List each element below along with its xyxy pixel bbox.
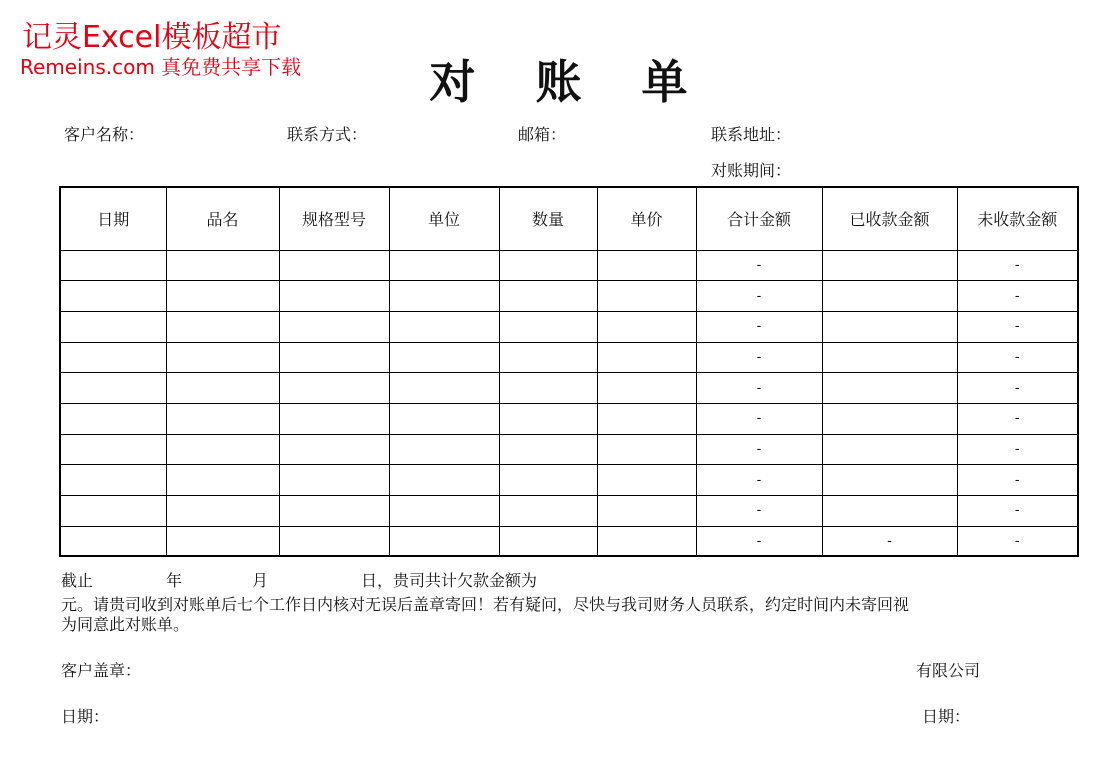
table-cell[interactable]: - bbox=[696, 434, 822, 465]
table-cell[interactable]: - bbox=[957, 311, 1077, 342]
table-cell[interactable] bbox=[389, 465, 499, 496]
table-cell[interactable]: - bbox=[696, 311, 822, 342]
column-header: 数量 bbox=[499, 188, 597, 250]
table-cell[interactable] bbox=[279, 403, 389, 434]
address-label: 联系地址： bbox=[711, 125, 792, 144]
table-cell[interactable]: - bbox=[822, 526, 957, 557]
table-cell[interactable] bbox=[597, 465, 696, 496]
table-cell[interactable] bbox=[279, 250, 389, 281]
table-cell[interactable] bbox=[499, 496, 597, 527]
column-header: 未收款金额 bbox=[957, 188, 1077, 250]
table-cell[interactable] bbox=[597, 403, 696, 434]
table-cell[interactable]: - bbox=[957, 342, 1077, 373]
column-header: 单位 bbox=[389, 188, 499, 250]
table-cell[interactable] bbox=[166, 403, 279, 434]
table-cell[interactable]: - bbox=[696, 403, 822, 434]
table-cell[interactable] bbox=[499, 403, 597, 434]
table-body bbox=[61, 250, 1077, 557]
table-cell[interactable] bbox=[166, 465, 279, 496]
month-label: 月 bbox=[252, 571, 269, 590]
contact-label: 联系方式： bbox=[287, 125, 368, 144]
table-cell[interactable] bbox=[166, 342, 279, 373]
table-cell[interactable]: - bbox=[957, 496, 1077, 527]
table-cell[interactable] bbox=[279, 434, 389, 465]
table-header-row bbox=[61, 188, 1077, 250]
table-cell[interactable] bbox=[822, 342, 957, 373]
table-cell[interactable] bbox=[389, 526, 499, 557]
table-cell[interactable] bbox=[61, 403, 166, 434]
table-cell[interactable] bbox=[389, 281, 499, 312]
table-row bbox=[61, 526, 1077, 557]
column-header: 规格型号 bbox=[279, 188, 389, 250]
table-cell[interactable] bbox=[499, 526, 597, 557]
table-cell[interactable] bbox=[822, 496, 957, 527]
column-header: 已收款金额 bbox=[822, 188, 957, 250]
watermark-subtitle: Remeins.com 真免费共享下载 bbox=[20, 55, 302, 79]
table-cell[interactable] bbox=[279, 373, 389, 404]
table-cell[interactable]: - bbox=[696, 373, 822, 404]
table-cell[interactable] bbox=[166, 496, 279, 527]
table-cell[interactable] bbox=[822, 465, 957, 496]
table-row bbox=[61, 250, 1077, 281]
table-row bbox=[61, 465, 1077, 496]
table-cell[interactable] bbox=[597, 434, 696, 465]
year-label: 年 bbox=[166, 571, 183, 590]
table-cell[interactable]: - bbox=[696, 526, 822, 557]
table-cell[interactable] bbox=[389, 311, 499, 342]
cutoff-label: 截止 bbox=[61, 571, 94, 590]
table-cell[interactable] bbox=[389, 373, 499, 404]
table-cell[interactable] bbox=[166, 373, 279, 404]
table-cell[interactable] bbox=[822, 403, 957, 434]
period-label: 对账期间： bbox=[711, 161, 792, 180]
table-cell[interactable] bbox=[499, 281, 597, 312]
table-cell[interactable] bbox=[597, 526, 696, 557]
table-cell[interactable] bbox=[166, 250, 279, 281]
statement-table bbox=[59, 186, 1079, 557]
table-cell[interactable] bbox=[61, 496, 166, 527]
table-row bbox=[61, 403, 1077, 434]
watermark-title: 记灵Excel模板超市 bbox=[22, 20, 282, 55]
table-cell[interactable] bbox=[61, 434, 166, 465]
page-title: 对 账 单 bbox=[429, 55, 710, 109]
table-cell[interactable]: - bbox=[696, 496, 822, 527]
table-cell[interactable] bbox=[389, 342, 499, 373]
table-cell[interactable] bbox=[61, 311, 166, 342]
table-cell[interactable]: - bbox=[696, 281, 822, 312]
table-cell[interactable] bbox=[279, 281, 389, 312]
table-cell[interactable] bbox=[279, 465, 389, 496]
table-cell[interactable] bbox=[499, 250, 597, 281]
customer-seal-label: 客户盖章： bbox=[61, 661, 142, 680]
table-cell[interactable] bbox=[389, 434, 499, 465]
table-cell[interactable] bbox=[166, 434, 279, 465]
date-right-label: 日期： bbox=[922, 707, 971, 726]
table-cell[interactable] bbox=[499, 373, 597, 404]
table-cell[interactable] bbox=[61, 465, 166, 496]
table-cell[interactable]: - bbox=[957, 465, 1077, 496]
table-cell[interactable] bbox=[279, 342, 389, 373]
table-cell[interactable] bbox=[822, 373, 957, 404]
day-debt-label: 日，贵司共计欠款金额为 bbox=[361, 571, 538, 590]
company-label: 有限公司 bbox=[916, 661, 981, 680]
table-cell[interactable] bbox=[499, 465, 597, 496]
column-header: 单价 bbox=[597, 188, 696, 250]
table-cell[interactable]: - bbox=[957, 373, 1077, 404]
table-row bbox=[61, 342, 1077, 373]
email-label: 邮箱： bbox=[518, 125, 567, 144]
table-cell[interactable] bbox=[166, 281, 279, 312]
table-row bbox=[61, 434, 1077, 465]
table-row bbox=[61, 311, 1077, 342]
table-cell[interactable] bbox=[61, 250, 166, 281]
table-cell[interactable] bbox=[822, 311, 957, 342]
table-cell[interactable] bbox=[61, 281, 166, 312]
table-cell[interactable]: - bbox=[957, 250, 1077, 281]
table-cell[interactable] bbox=[597, 342, 696, 373]
table-cell[interactable] bbox=[499, 311, 597, 342]
note-line-3: 为同意此对账单。 bbox=[61, 615, 190, 634]
table-cell[interactable] bbox=[822, 434, 957, 465]
table-cell[interactable] bbox=[389, 496, 499, 527]
table-cell[interactable]: - bbox=[957, 281, 1077, 312]
table-cell[interactable] bbox=[279, 496, 389, 527]
table-cell[interactable] bbox=[499, 434, 597, 465]
column-header: 日期 bbox=[61, 188, 166, 250]
table-row bbox=[61, 496, 1077, 527]
table-row bbox=[61, 281, 1077, 312]
table-cell[interactable] bbox=[597, 250, 696, 281]
table-cell[interactable] bbox=[597, 281, 696, 312]
table-cell[interactable] bbox=[166, 526, 279, 557]
table-cell[interactable] bbox=[61, 342, 166, 373]
customer-name-label: 客户名称： bbox=[64, 125, 145, 144]
table-cell[interactable] bbox=[822, 250, 957, 281]
table-cell[interactable] bbox=[279, 311, 389, 342]
table-cell[interactable]: - bbox=[696, 465, 822, 496]
table-cell[interactable] bbox=[597, 496, 696, 527]
table-cell[interactable] bbox=[279, 526, 389, 557]
table-cell[interactable] bbox=[597, 373, 696, 404]
table-row bbox=[61, 373, 1077, 404]
table-cell[interactable] bbox=[597, 311, 696, 342]
note-line-2: 元。请贵司收到对账单后七个工作日内核对无误后盖章寄回！若有疑问，尽快与我司财务人员联系，约定时间内未寄回视 bbox=[61, 595, 910, 614]
date-left-label: 日期： bbox=[61, 707, 110, 726]
table-cell[interactable]: - bbox=[696, 342, 822, 373]
table-cell[interactable] bbox=[822, 281, 957, 312]
table-cell[interactable] bbox=[166, 311, 279, 342]
table-cell[interactable] bbox=[389, 250, 499, 281]
table-cell[interactable] bbox=[61, 373, 166, 404]
table-cell[interactable] bbox=[499, 342, 597, 373]
column-header: 品名 bbox=[166, 188, 279, 250]
table-cell[interactable] bbox=[389, 403, 499, 434]
column-header: 合计金额 bbox=[696, 188, 822, 250]
table-cell[interactable]: - bbox=[696, 250, 822, 281]
table-cell[interactable]: - bbox=[957, 526, 1077, 557]
table-cell[interactable]: - bbox=[957, 403, 1077, 434]
table-cell[interactable] bbox=[61, 526, 166, 557]
table-cell[interactable]: - bbox=[957, 434, 1077, 465]
